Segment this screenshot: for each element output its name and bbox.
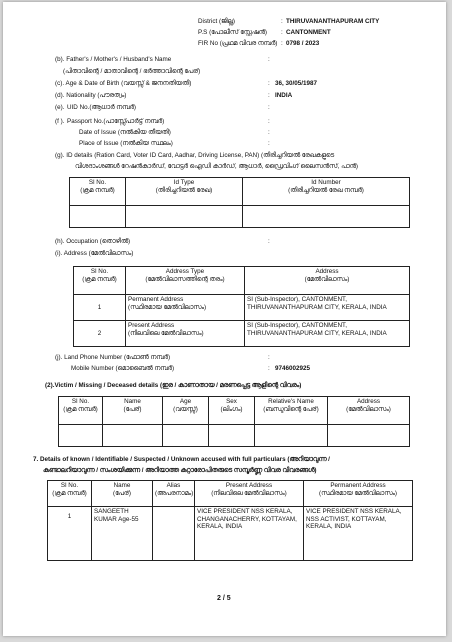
- field-b-sub: (പിതാവിന്റെ / മാതാവിന്റെ / ഭർത്താവിന്റെ പേര്): [63, 68, 201, 75]
- field-d-label: (d). Nationality (പൗരത്വം): [55, 92, 127, 99]
- table-row: [59, 425, 410, 447]
- field-j-label: (j). Land Phone Number (ഫോൺ നമ്പർ): [55, 354, 171, 361]
- address-table: [73, 266, 410, 347]
- ps-label: P.S (പോലീസ് സ്റ്റേഷൻ): [198, 29, 267, 36]
- victim-table: [58, 396, 410, 447]
- field-f-label: Passport No.(പാസ്സ്പോർട്ട് നമ്പർ): [67, 118, 165, 125]
- field-e-label: UID No.(ആധാർ നമ്പർ): [67, 104, 136, 111]
- table-row: [70, 206, 410, 228]
- accused-heading-2: കണ്ടാലറിയാവുന്ന / സംശയിക്കുന്ന / അറിയാത്ത കുറ്റാരോപിതരുടെ സമ്പൂർണ്ണ വിവര വിവരങ്ങൾ): [43, 467, 317, 474]
- accused-heading-1: 7. Details of known / Identifiable / Suspected / Unknown accused with full particulars (അറിയാവുന്ന /: [33, 456, 330, 463]
- victim-heading: (2).Victim / Missing / Deceased details (ഇര / കാണാതായ / മരണപ്പെട്ട ആളിന്റെ വിവരം): [45, 382, 302, 389]
- accused-table: [47, 480, 413, 561]
- field-h-label: (h). Occupation (തൊഴിൽ): [55, 238, 131, 245]
- id-details-table: [69, 177, 410, 228]
- field-g-label: (g). ID details (Ration Card, Voter ID Card, Aadhar, Driving License, PAN) (തിരിച്ചറിയൽ രേഖകളുടെ: [55, 152, 335, 159]
- fir-label: FIR No (പ്രഥമ വിവര നമ്പർ): [198, 40, 278, 47]
- field-d-value: INDIA: [275, 92, 293, 99]
- document-page: District (ജില്ല) : THIRUVANANTHAPURAM CITY P.S (പോലീസ് സ്റ്റേഷൻ) : CANTONMENT FIR No (പ്രഥമ വിവര നമ്പർ) : 0798 / 2023 (b). Father's / Mother's / Husband's Name : (പിതാവിന്റെ / മാതാവിന്റെ / ഭർത്താവിന്റെ പേര്) (c). Age & Date of Birth (വയസ്സ് & ജനനതിയതി) : 36, 30/05/1987 (d). Nationality (പൗരത്വം) : INDIA (e). UID No.(ആധാർ നമ്പർ) : (f ). Passport No.(പാസ്സ്പോർട്ട് നമ്പർ) : Date of Issue (നൽകിയ തീയതി) : Place of Issue (നൽകിയ സ്ഥലം) : (g). ID details (Ration Card, Voter ID Card, Aadhar, Driving License, PAN) (തിരിച്ചറിയൽ രേഖകളുടെ വിശദാംശങ്ങൾ റേഷൻകാർഡ്, വോട്ടർ ഐഡി കാർഡ്, ആധാർ, ഡ്രൈവിംഗ് ലൈസൻസ്, പാൻ) Sl No. (ക്രമ നമ്പർ) Id Type (തിരിച്ചറിയൽ രേഖ) Id Number (തിരിച്ചറിയൽ രേഖ നമ്പർ) (h). Occupation (തൊഴിൽ) : (i). Address (മേൽവിലാസം) Sl No. (ക്രമ നമ്പർ) Address Type (മേൽവിലാസത്തിന്റെ തരം) Address (മേൽവിലാസം) 1 Permanent Address (സ്ഥിരമായ മേൽവിലാസം) SI (Sub-Inspector), CANTONMENT, THIRUVANANTHAPURAM CITY, KERALA, INDIA 2 Present Address (നിലവിലെ മേൽവിലാസം) SI (Sub-Inspector), CANTONMENT, THIRUVANANTHAPURAM CITY, KERALA, INDIA (j). Land Phone Number (ഫോൺ നമ്പർ) : Mobile Number (മൊബൈൽ നമ്പർ) : 9746002925 (2).Victim / Missing / Deceased details (ഇര / കാണാതായ / മരണപ്പെട്ട ആളിന്റെ വിവരം) Sl No. (ക്രമ നമ്പർ) Name (പേര്) Age (വയസ്സ്) Sex (ലിംഗം) Relative's Name (ബന്ധുവിന്റെ പേര്) Address (മേൽവിലാസം) 7. Details of known / Identifiable / Suspected / Unknown accused with full particulars (അറിയാവുന്ന / കണ്ടാലറിയാവുന്ന / സംശയിക്കുന്ന / അറിയാത്ത കുറ്റാരോപിതരുടെ സമ്പൂർണ്ണ വിവര വിവരങ്ങൾ) Sl No. (ക്രമ നമ്പർ) Name (പേര്) Alias (അപരനാമം) Present Address (നിലവിലെ മേൽവിലാസം) Permanent Address (സ്ഥിരമായ മേൽവിലാസം) 1 SANGEETH KUMAR Age-55 VICE PRESIDENT NSS KERALA, CHANGANACHERRY, KOTTAYAM, KERALA, INDIA VICE PRESIDENT NSS KERALA, NSS ACTIVIST, KOTTAYAM, KERALA, INDIA 2 / 5: [3, 2, 446, 636]
- table-header-row: Sl No. (ക്രമ നമ്പർ) Id Type (തിരിച്ചറിയൽ രേഖ) Id Number (തിരിച്ചറിയൽ രേഖ നമ്പർ): [70, 178, 410, 206]
- field-f-issue-date: Date of Issue (നൽകിയ തീയതി): [79, 129, 171, 136]
- field-j-mobile-value: 9746002925: [275, 365, 311, 372]
- field-f-issue-place: Place of Issue (നൽകിയ സ്ഥലം): [79, 140, 173, 147]
- ps-value: CANTONMENT: [286, 29, 331, 36]
- table-row: 1 SANGEETH KUMAR Age-55 VICE PRESIDENT NSS KERALA, CHANGANACHERRY, KOTTAYAM, KERALA, INDIA VICE PRESIDENT NSS KERALA, NSS ACTIVIST, KOTTAYAM, KERALA, INDIA: [48, 507, 413, 561]
- field-c-value: 36, 30/05/1987: [275, 80, 318, 87]
- district-label: District (ജില്ല): [198, 18, 235, 25]
- fir-value: 0798 / 2023: [286, 40, 320, 47]
- table-row: 2 Present Address (നിലവിലെ മേൽവിലാസം) SI (Sub-Inspector), CANTONMENT, THIRUVANANTHAPURAM CITY, KERALA, INDIA: [74, 321, 410, 347]
- table-row: 1 Permanent Address (സ്ഥിരമായ മേൽവിലാസം) SI (Sub-Inspector), CANTONMENT, THIRUVANANTHAPURAM CITY, KERALA, INDIA: [74, 295, 410, 321]
- district-value: THIRUVANANTHAPURAM CITY: [286, 18, 380, 25]
- field-b-label: (b). Father's / Mother's / Husband's Name: [55, 56, 172, 63]
- table-header-row: Sl No. (ക്രമ നമ്പർ) Address Type (മേൽവിലാസത്തിന്റെ തരം) Address (മേൽവിലാസം): [74, 267, 410, 295]
- field-c-label: (c). Age & Date of Birth (വയസ്സ് & ജനനതിയതി): [55, 80, 192, 87]
- page-number: 2 / 5: [217, 595, 231, 602]
- table-header-row: Sl No. (ക്രമ നമ്പർ) Name (പേര്) Alias (അപരനാമം) Present Address (നിലവിലെ മേൽവിലാസം) Permanent Address (സ്ഥിരമായ മേൽവിലാസം): [48, 481, 413, 507]
- field-j-mobile-label: Mobile Number (മൊബൈൽ നമ്പർ): [71, 365, 175, 372]
- table-header-row: Sl No. (ക്രമ നമ്പർ) Name (പേര്) Age (വയസ്സ്) Sex (ലിംഗം) Relative's Name (ബന്ധുവിന്റെ പേര്) Address (മേൽവിലാസം): [59, 397, 410, 425]
- field-g-sub: വിശദാംശങ്ങൾ റേഷൻകാർഡ്, വോട്ടർ ഐഡി കാർഡ്, ആധാർ, ഡ്രൈവിംഗ് ലൈസൻസ്, പാൻ): [75, 163, 359, 170]
- field-i-label: (i). Address (മേൽവിലാസം): [55, 250, 134, 257]
